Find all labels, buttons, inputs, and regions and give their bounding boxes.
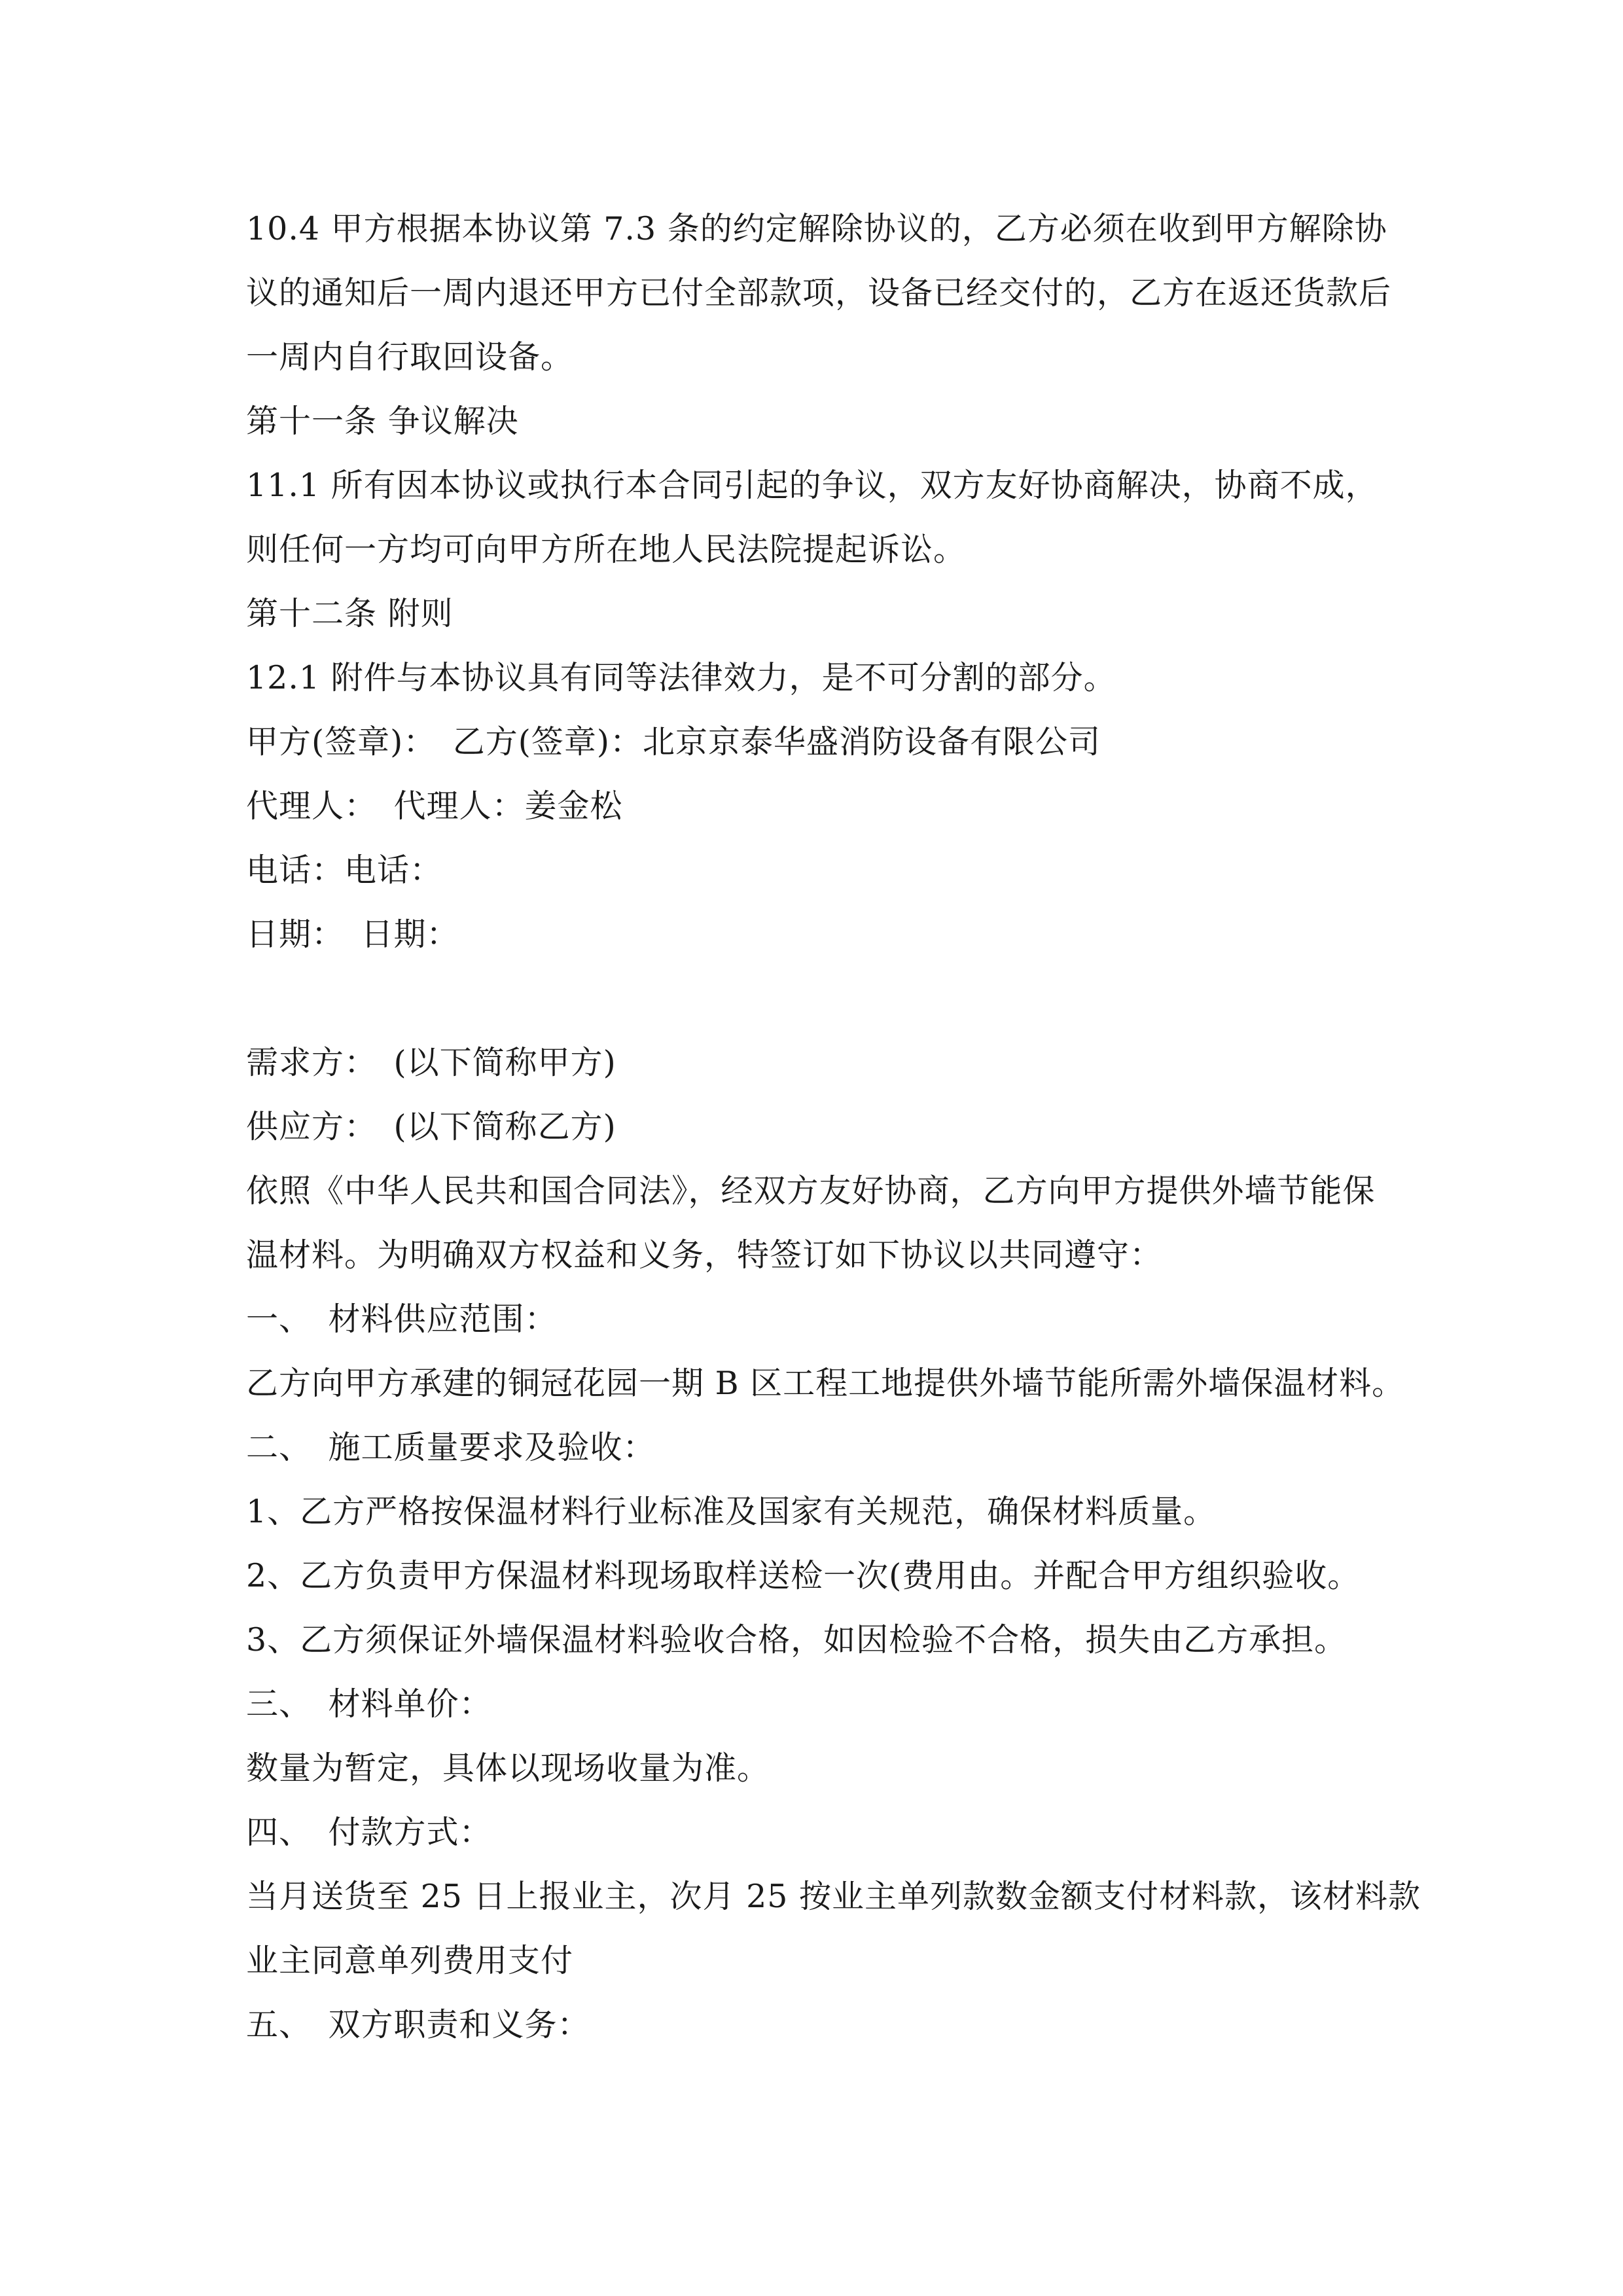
preamble-line-2: 温材料。为明确双方权益和义务，特签订如下协议以共同遵守： [246,1236,1163,1274]
section-5-heading: 五、 双方职责和义务： [246,2006,590,2043]
section-2-item-3: 3、乙方须保证外墙保温材料验收合格，如因检验不合格，损失由乙方承担。 [246,1621,1347,1659]
paragraph-11-1-line-1: 11.1 所有因本协议或执行本合同引起的争议，双方友好协商解决，协商不成， [246,467,1378,504]
article-12-heading: 第十二条 附则 [246,595,454,632]
section-4-text-line-1: 当月送货至 25 日上报业主，次月 25 按业主单列款数金额支付材料款，该材料款 [246,1878,1421,1915]
paragraph-10-4-line-1: 10.4 甲方根据本协议第 7.3 条的约定解除协议的，乙方必须在收到甲方解除协 [246,210,1387,247]
section-2-item-2: 2、乙方负责甲方保温材料现场取样送检一次(费用由。并配合甲方组织验收。 [246,1557,1361,1594]
article-11-heading: 第十一条 争议解决 [246,403,519,440]
section-2-heading: 二、 施工质量要求及验收： [246,1429,656,1466]
phone-line: 电话：电话： [246,852,443,889]
demand-party-line: 需求方： (以下简称甲方) [246,1044,616,1081]
section-4-heading: 四、 付款方式： [246,1814,492,1851]
supply-party-line: 供应方： (以下简称乙方) [246,1108,616,1145]
paragraph-11-1-line-2: 则任何一方均可向甲方所在地人民法院提起诉讼。 [246,531,967,568]
section-gap [246,967,1398,1031]
paragraph-12-1: 12.1 附件与本协议具有同等法律效力，是不可分割的部分。 [246,659,1116,696]
signature-line: 甲方(签章)： 乙方(签章)：北京京泰华盛消防设备有限公司 [246,723,1101,761]
paragraph-10-4-line-3: 一周内自行取回设备。 [246,338,574,376]
section-1-text: 乙方向甲方承建的铜冠花园一期 B 区工程工地提供外墙节能所需外墙保温材料。 [246,1365,1405,1402]
date-line: 日期： 日期： [246,916,459,953]
section-1-heading: 一、 材料供应范围： [246,1300,558,1338]
section-3-heading: 三、 材料单价： [246,1685,492,1723]
section-2-item-1: 1、乙方严格按保温材料行业标准及国家有关规范，确保材料质量。 [246,1493,1217,1530]
section-3-text: 数量为暂定，具体以现场收量为准。 [246,1749,770,1787]
document-body [246,197,1421,2057]
preamble-line-1: 依照《中华人民共和国合同法》，经双方友好协商，乙方向甲方提供外墙节能保 [246,1172,1376,1210]
section-4-text-line-2: 业主同意单列费用支付 [246,1942,574,1979]
paragraph-10-4-line-2: 议的通知后一周内退还甲方已付全部款项，设备已经交付的，乙方在返还货款后 [246,274,1392,312]
agent-line: 代理人： 代理人：姜金松 [246,787,623,825]
